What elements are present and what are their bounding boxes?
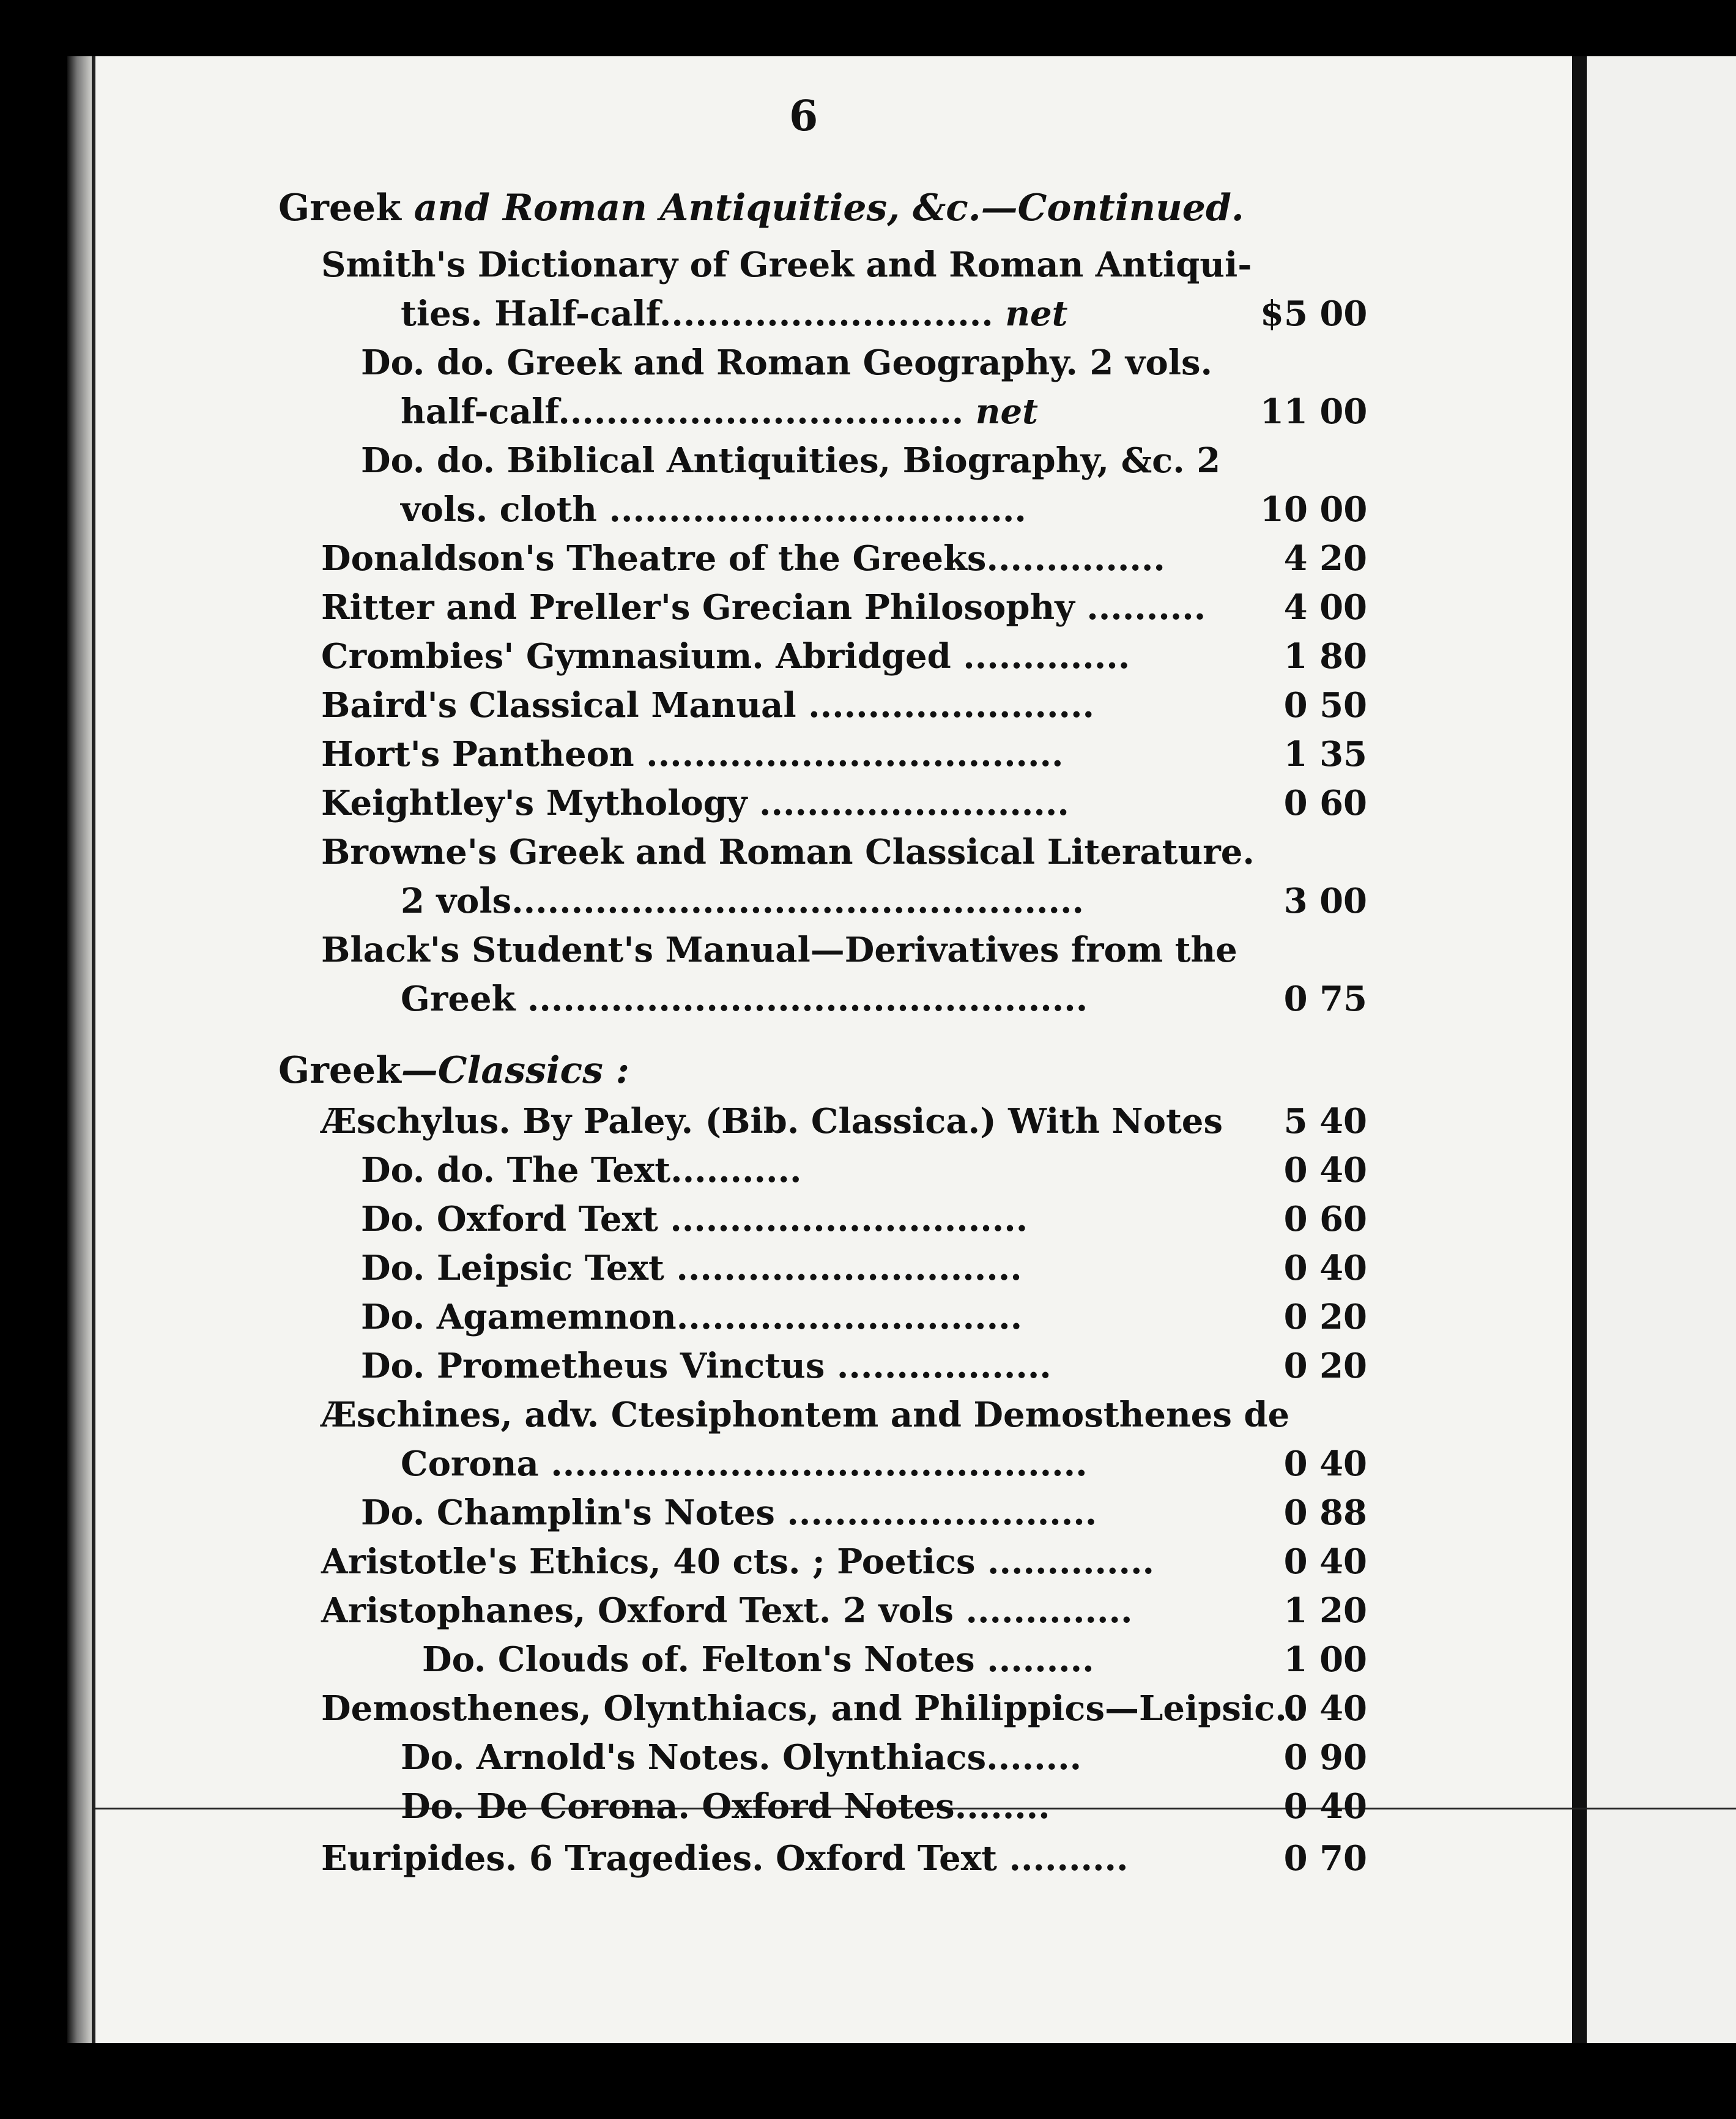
heading-bold: Greek — [278, 1049, 401, 1092]
list-item: Baird's Classical Manual ........................ — [321, 685, 1094, 726]
price: 5 40 — [1283, 1101, 1367, 1141]
price: 1 80 — [1283, 636, 1367, 677]
list-item: Do. Oxford Text .............................. — [361, 1199, 1028, 1239]
heading-italic: —Classics : — [401, 1049, 629, 1092]
page-edge — [67, 56, 92, 2043]
price: 0 40 — [1283, 1444, 1367, 1484]
list-item: Hort's Pantheon ................................... — [321, 734, 1064, 774]
list-item: half-calf.................................. net — [401, 392, 1038, 432]
list-item: 2 vols................................................ — [401, 881, 1084, 921]
binding-gutter — [1572, 56, 1587, 2043]
price: 0 40 — [1283, 1542, 1367, 1582]
page-number: 6 — [789, 92, 818, 141]
price: 0 20 — [1283, 1297, 1367, 1337]
price: 0 88 — [1283, 1493, 1367, 1533]
heading-italic: and Roman Antiquities, &c.—Continued. — [414, 187, 1244, 229]
list-item: Do. Leipsic Text ............................. — [361, 1248, 1022, 1288]
price: 0 40 — [1283, 1150, 1367, 1190]
price: 4 20 — [1283, 538, 1367, 579]
price: 0 50 — [1283, 685, 1367, 726]
list-item: Keightley's Mythology .......................... — [321, 783, 1069, 823]
list-item: Demosthenes, Olynthiacs, and Philippics—Leipsic.. — [321, 1688, 1299, 1729]
price: 10 00 — [1260, 489, 1368, 530]
list-item: Do. Arnold's Notes. Olynthiacs........ — [401, 1737, 1082, 1778]
list-item: Do. Clouds of. Felton's Notes ......... — [422, 1639, 1094, 1680]
price: 1 00 — [1283, 1639, 1367, 1680]
price: 0 40 — [1283, 1786, 1367, 1827]
price: 4 00 — [1283, 587, 1367, 628]
list-item: Aristotle's Ethics, 40 cts. ; Poetics .............. — [321, 1542, 1154, 1582]
list-item: vols. cloth ................................... — [401, 489, 1026, 530]
section-heading-classics — [278, 1049, 629, 1092]
facing-page — [1587, 56, 1736, 2043]
list-item: Do. do. Biblical Antiquities, Biography, &c. 2 — [361, 440, 1221, 481]
list-item: Æschylus. By Paley. (Bib. Classica.) With Notes — [321, 1101, 1223, 1141]
list-item: Ritter and Preller's Grecian Philosophy .......... — [321, 587, 1206, 628]
price: 0 60 — [1283, 783, 1367, 823]
list-item: Æschines, adv. Ctesiphontem and Demosthenes de — [321, 1395, 1290, 1435]
list-item: Do. do. The Text........... — [361, 1150, 802, 1190]
list-item: Do. Agamemnon............................. — [361, 1297, 1023, 1337]
price: 0 40 — [1283, 1248, 1367, 1288]
list-item: Aristophanes, Oxford Text. 2 vols .............. — [321, 1590, 1133, 1631]
list-item: Smith's Dictionary of Greek and Roman Antiqui- — [321, 245, 1252, 285]
list-item: Euripides. 6 Tragedies. Oxford Text .......... — [321, 1838, 1129, 1879]
list-item: Do. Champlin's Notes .......................... — [361, 1493, 1097, 1533]
list-item: Greek ............................................... — [401, 979, 1088, 1019]
list-item: ties. Half-calf............................ net — [401, 294, 1068, 334]
list-item: Donaldson's Theatre of the Greeks............... — [321, 538, 1165, 579]
price: 0 75 — [1283, 979, 1367, 1019]
list-item: Do. do. Greek and Roman Geography. 2 vols. — [361, 343, 1212, 383]
price: $5 00 — [1260, 294, 1368, 334]
price: 0 90 — [1283, 1737, 1367, 1778]
list-item: Corona ............................................. — [401, 1444, 1088, 1484]
list-item: Do. Prometheus Vinctus .................. — [361, 1346, 1052, 1386]
heading-bold: Greek — [278, 187, 401, 229]
price: 11 00 — [1260, 392, 1368, 432]
list-item: Browne's Greek and Roman Classical Literature. — [321, 832, 1255, 872]
price: 0 40 — [1283, 1688, 1367, 1729]
price: 3 00 — [1283, 881, 1367, 921]
price: 1 35 — [1283, 734, 1367, 774]
price: 0 70 — [1283, 1838, 1367, 1879]
list-item: Do. De Corona. Oxford Notes........ — [401, 1786, 1050, 1827]
section-heading-antiquities — [278, 187, 1244, 229]
list-item: Black's Student's Manual—Derivatives from the — [321, 930, 1237, 970]
price: 0 60 — [1283, 1199, 1367, 1239]
list-item: Crombies' Gymnasium. Abridged .............. — [321, 636, 1130, 677]
price: 0 20 — [1283, 1346, 1367, 1386]
price: 1 20 — [1283, 1590, 1367, 1631]
